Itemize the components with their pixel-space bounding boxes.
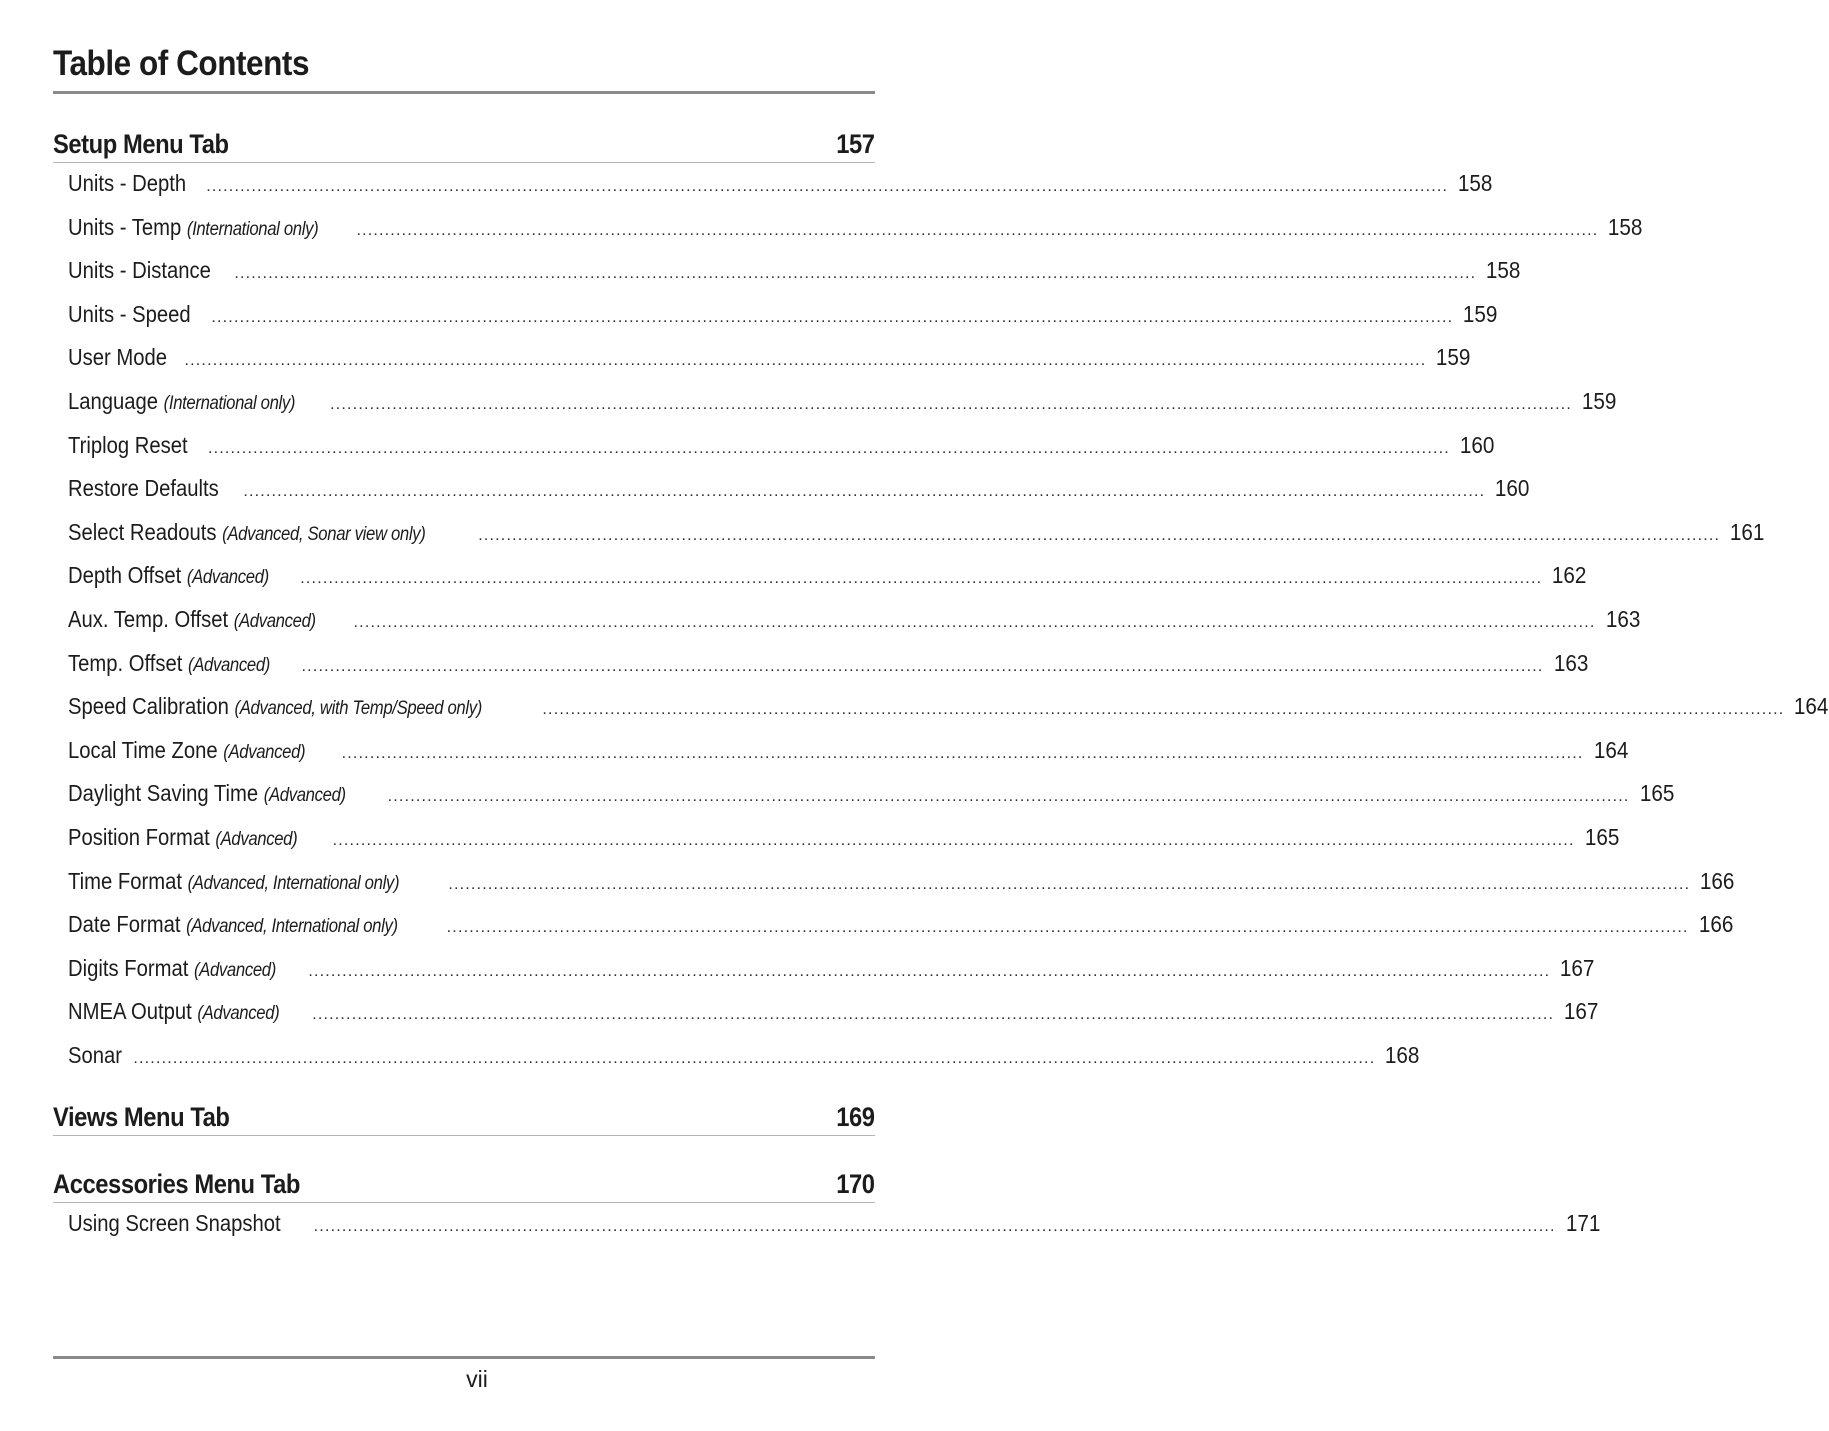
entry-label-group: [68, 519, 425, 546]
dot-leader: ............................................................................................................................................................................................................................: [133, 1050, 1376, 1067]
dot-leader: ............................................................................................................................................................................................................................: [234, 265, 1477, 283]
entry-label: Speed Calibration: [68, 693, 229, 720]
entry-label-group: [68, 693, 482, 720]
entry-note: (Advanced, with Temp/Speed only): [234, 698, 482, 720]
toc-entry[interactable]: [68, 693, 1829, 723]
section-header[interactable]: [53, 1091, 875, 1136]
entry-label: Triplog Reset: [68, 431, 188, 458]
entry-note: (Advanced): [186, 567, 269, 589]
dot-leader: ............................................................................................................................................................................................................................: [353, 614, 1596, 631]
dot-leader: ............................................................................................................................................................................................................................: [478, 526, 1721, 544]
entry-label-group: [68, 780, 346, 807]
toc-entry[interactable]: [68, 998, 1599, 1028]
entry-label: Temp. Offset: [68, 649, 183, 676]
entry-label-group: [68, 388, 295, 415]
entry-page-number: 164: [1794, 693, 1829, 720]
dot-leader: ............................................................................................................................................................................................................................: [313, 1218, 1556, 1235]
entry-note: (Advanced): [233, 611, 316, 632]
toc-entry[interactable]: [68, 736, 1628, 767]
toc-entry[interactable]: [68, 475, 1530, 505]
toc-entry[interactable]: [68, 649, 1588, 680]
entry-label: Units - Temp: [68, 213, 182, 240]
entry-page-number: 166: [1698, 911, 1733, 938]
dot-leader: ............................................................................................................................................................................................................................: [312, 1006, 1555, 1024]
entry-label-group: [68, 214, 318, 241]
entry-label-group: [68, 650, 270, 677]
toc-entry[interactable]: [68, 388, 1617, 418]
toc-entry[interactable]: [68, 954, 1595, 985]
entry-label: Units - Speed: [68, 300, 191, 327]
entry-label-group: [68, 432, 188, 459]
entry-label-group: [68, 737, 305, 764]
entry-label-group: [68, 170, 186, 197]
entry-page-number: 163: [1553, 649, 1588, 676]
entry-label-group: [68, 1210, 281, 1237]
section-page-number: 169: [836, 1102, 875, 1132]
entry-page-number: 165: [1584, 824, 1619, 850]
entry-note: (International only): [186, 218, 319, 240]
dot-leader: ............................................................................................................................................................................................................................: [211, 308, 1454, 326]
entry-label-group: [68, 1042, 122, 1069]
toc-entry[interactable]: [68, 824, 1619, 854]
entry-page-number: 160: [1459, 431, 1495, 458]
toc-entry[interactable]: [68, 780, 1674, 810]
entry-page-number: 171: [1565, 1210, 1600, 1236]
entry-note: (Advanced): [215, 829, 298, 850]
dot-leader: ............................................................................................................................................................................................................................: [341, 744, 1584, 762]
dot-leader: ............................................................................................................................................................................................................................: [356, 221, 1599, 239]
dot-leader: ............................................................................................................................................................................................................................: [300, 570, 1543, 588]
dot-leader: ............................................................................................................................................................................................................................: [301, 657, 1544, 675]
entry-label: Depth Offset: [68, 562, 182, 589]
dot-leader: ............................................................................................................................................................................................................................: [206, 178, 1449, 195]
entry-label-group: [68, 606, 316, 633]
section-header[interactable]: [53, 1158, 875, 1203]
entry-note: (Advanced): [193, 959, 276, 981]
dot-leader: ............................................................................................................................................................................................................................: [243, 483, 1486, 501]
page-title: Table of Contents: [53, 44, 310, 83]
entry-label: Daylight Saving Time: [68, 780, 259, 807]
entry-page-number: 158: [1608, 213, 1643, 240]
entry-note: (Advanced): [263, 785, 346, 807]
toc-entry[interactable]: [68, 1042, 1420, 1072]
entry-note: (Advanced): [187, 654, 270, 676]
entry-note: (Advanced, International only): [187, 872, 400, 894]
section-title: Accessories Menu Tab: [53, 1169, 300, 1199]
entry-page-number: 159: [1436, 344, 1471, 371]
entry-label: Units - Distance: [68, 257, 211, 284]
section-title: Setup Menu Tab: [53, 129, 229, 159]
title-divider: [53, 91, 875, 94]
entry-label-group: [68, 998, 279, 1025]
toc-entry[interactable]: [68, 911, 1733, 941]
toc-entry[interactable]: [68, 300, 1498, 331]
dot-leader: ............................................................................................................................................................................................................................: [542, 701, 1785, 719]
entry-page-number: 158: [1458, 170, 1493, 196]
entry-label-group: [68, 562, 269, 589]
entry-label: Aux. Temp. Offset: [68, 606, 229, 632]
section-header[interactable]: [53, 118, 875, 163]
entry-note: (International only): [163, 393, 296, 414]
toc-entry[interactable]: [68, 518, 1765, 549]
toc-entry[interactable]: [68, 867, 1735, 898]
entry-label-group: [68, 911, 398, 938]
entry-label: Time Format: [68, 867, 182, 894]
toc-entry[interactable]: [68, 606, 1640, 636]
entry-page-number: 164: [1593, 736, 1628, 763]
toc-entry[interactable]: [68, 213, 1643, 244]
entry-label-group: [68, 344, 167, 371]
toc-entry[interactable]: [68, 1210, 1600, 1240]
entry-page-number: 162: [1552, 562, 1587, 589]
entry-page-number: 160: [1495, 475, 1530, 502]
entry-label: Position Format: [68, 824, 210, 850]
entry-page-number: 161: [1730, 518, 1765, 545]
toc-entry[interactable]: [68, 344, 1471, 374]
entry-note: (Advanced): [197, 1003, 280, 1025]
dot-leader: ............................................................................................................................................................................................................................: [308, 962, 1551, 980]
entry-label-group: [68, 824, 297, 851]
entry-label: NMEA Output: [68, 998, 192, 1025]
entry-page-number: 167: [1560, 954, 1595, 981]
entry-label-group: [68, 257, 211, 284]
dot-leader: ............................................................................................................................................................................................................................: [448, 875, 1691, 893]
entry-page-number: 168: [1385, 1042, 1420, 1068]
entry-label: Select Readouts: [68, 518, 217, 545]
toc-entry[interactable]: [68, 562, 1587, 592]
footer-divider: [53, 1356, 875, 1359]
section-page-number: 157: [836, 129, 875, 159]
dot-leader: ............................................................................................................................................................................................................................: [184, 352, 1427, 370]
entry-label: User Mode: [68, 344, 167, 371]
toc-entry[interactable]: [68, 170, 1493, 200]
entry-label: Digits Format: [68, 954, 189, 981]
entry-label: Restore Defaults: [68, 475, 219, 502]
entry-note: (Advanced, Sonar view only): [222, 523, 426, 545]
dot-leader: ............................................................................................................................................................................................................................: [332, 832, 1575, 849]
entry-label: Units - Depth: [68, 170, 187, 196]
toc-entry[interactable]: [68, 431, 1495, 462]
entry-label: Language: [68, 388, 159, 414]
entry-label: Using Screen Snapshot: [68, 1210, 281, 1236]
entry-label: Date Format: [68, 911, 181, 938]
dot-leader: ............................................................................................................................................................................................................................: [207, 439, 1450, 457]
entry-label-group: [68, 475, 219, 502]
entry-note: (Advanced): [223, 741, 306, 763]
entry-label: Sonar: [68, 1042, 123, 1068]
entry-page-number: 167: [1563, 998, 1599, 1025]
page-number: vii: [466, 1366, 488, 1392]
entry-label-group: [68, 868, 399, 895]
entry-page-number: 165: [1639, 780, 1674, 807]
entry-label: Local Time Zone: [68, 736, 218, 763]
entry-page-number: 159: [1581, 388, 1617, 414]
dot-leader: ............................................................................................................................................................................................................................: [387, 788, 1630, 806]
entry-label-group: [68, 301, 191, 328]
entry-page-number: 159: [1463, 300, 1498, 327]
dot-leader: ............................................................................................................................................................................................................................: [446, 919, 1689, 937]
toc-entry[interactable]: [68, 257, 1521, 287]
section-title: Views Menu Tab: [53, 1102, 230, 1132]
entry-note: (Advanced, International only): [186, 916, 398, 938]
entry-page-number: 163: [1605, 606, 1640, 632]
entry-page-number: 158: [1486, 257, 1521, 284]
section-page-number: 170: [836, 1169, 875, 1199]
dot-leader: ............................................................................................................................................................................................................................: [330, 396, 1573, 413]
entry-label-group: [68, 955, 276, 982]
entry-page-number: 166: [1700, 867, 1735, 894]
